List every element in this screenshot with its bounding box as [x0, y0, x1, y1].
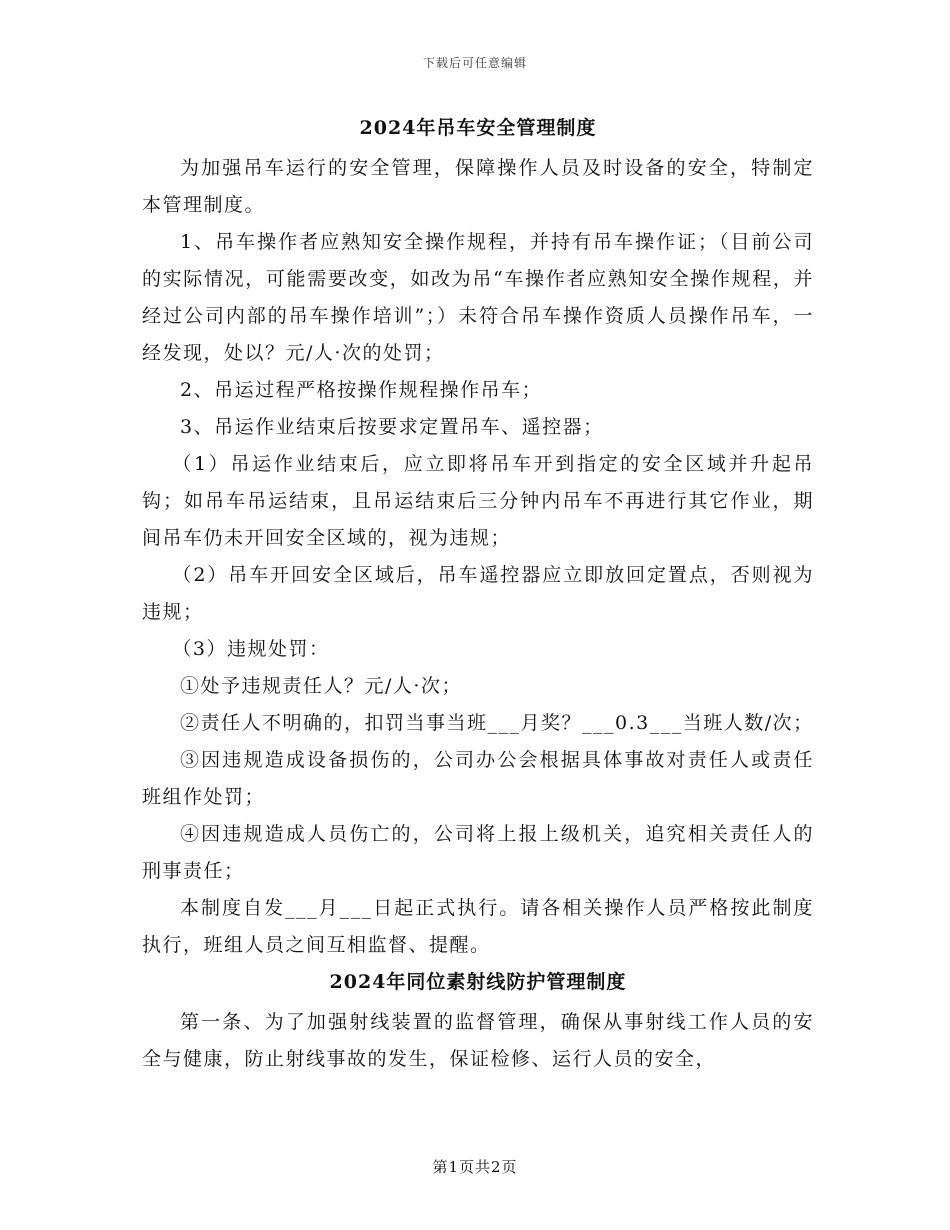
paragraph-penalty-2: ②责任人不明确的，扣罚当事当班___月奖？___0.3___当班人数/次；: [180, 712, 814, 734]
paragraph-intro: 为加强吊车运行的安全管理，保障操作人员及时设备的安全，特制定本管理制度。: [142, 157, 814, 216]
paragraph-rule-3-2: （2）吊车开回安全区域后，吊车遥控器应立即放回定置点，否则视为违规；: [142, 564, 814, 623]
paragraph-rule-3-3: （3）违规处罚：: [172, 638, 330, 660]
paragraph-penalty-4: ④因违规造成人员伤亡的，公司将上报上级机关，追究相关责任人的刑事责任；: [142, 823, 814, 882]
section-title-crane-safety: 2024年吊车安全管理制度: [359, 117, 597, 139]
page-footer-page-info: 第1页共2页: [432, 1158, 518, 1176]
paragraph-penalty-3: ③因违规造成设备损伤的，公司办公会根据具体事故对责任人或责任班组作处罚；: [142, 749, 814, 808]
document-body: [142, 110, 814, 1078]
paragraph-rule-1: 1、吊车操作者应熟知安全操作规程，并持有吊车操作证；（目前公司的实际情况，可能需要改变，如改为吊“车操作者应熟知安全操作规程，并经过公司内部的吊车操作培训”；）未符合吊车操作资质人员操作吊车，一经发现，处以？元/人·次的处罚；: [142, 231, 814, 364]
paragraph-article-1: 第一条、为了加强射线装置的监督管理，确保从事射线工作人员的安全与健康，防止射线事故的发生，保证检修、运行人员的安全，: [142, 1011, 814, 1070]
paragraph-rule-3: 3、吊运作业结束后按要求定置吊车、遥控器；: [180, 416, 604, 438]
paragraph-penalty-1: ①处予违规责任人？元/人·次；: [180, 675, 462, 697]
section-title-radiation-protection: 2024年同位素射线防护管理制度: [329, 971, 627, 993]
paragraph-rule-2: 2、吊运过程严格按操作规程操作吊车；: [180, 379, 543, 401]
paragraph-rule-3-1: （1）吊运作业结束后，应立即将吊车开到指定的安全区域并升起吊钩；如吊车吊运结束，且吊运结束后三分钟内吊车不再进行其它作业，期间吊车仍未开回安全区域的，视为违规；: [142, 453, 814, 549]
page-header-note: 下载后可任意编辑: [422, 56, 527, 70]
paragraph-effective-date: 本制度自发___月___日起正式执行。请各相关操作人员严格按此制度执行，班组人员之间互相监督、提醒。: [142, 897, 814, 956]
